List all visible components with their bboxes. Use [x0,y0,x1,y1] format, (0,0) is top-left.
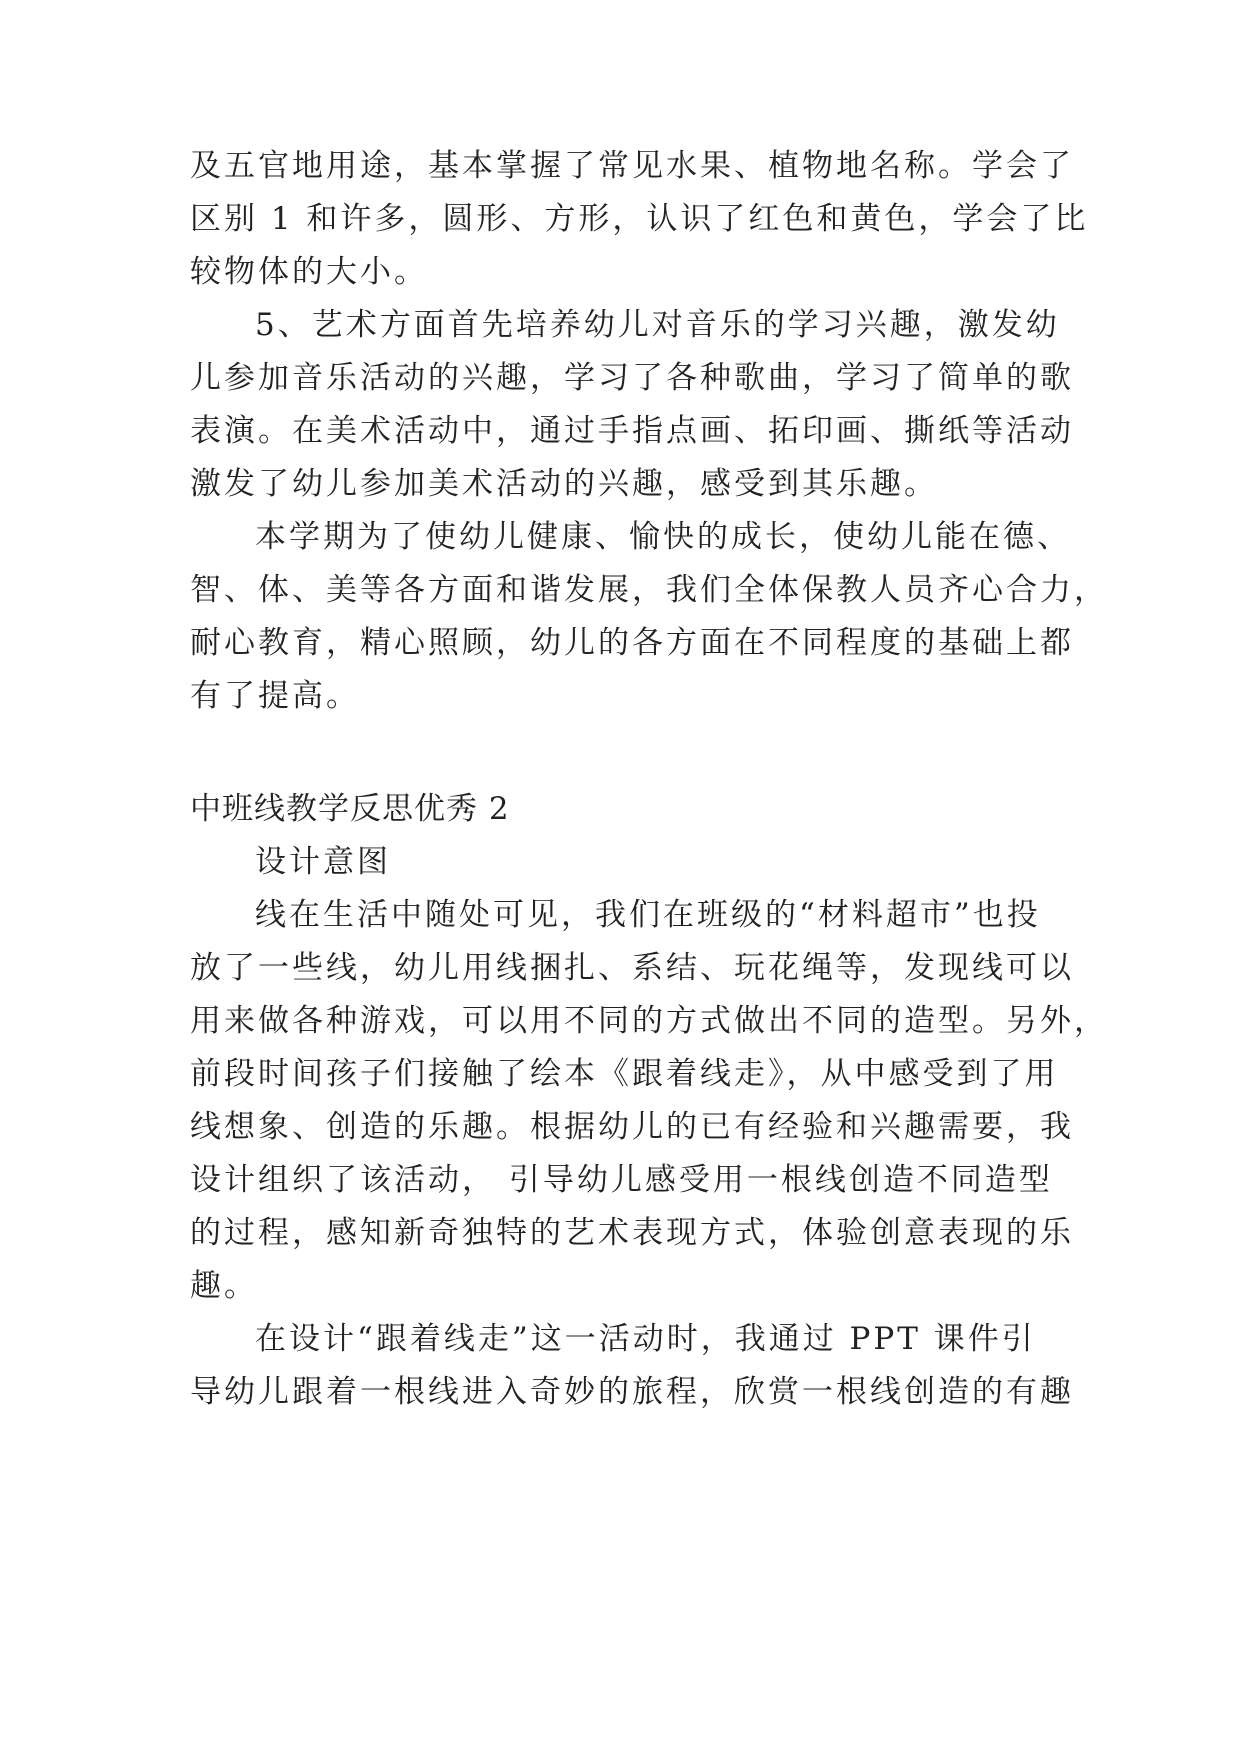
subheading: 设计意图 [255,844,391,880]
body-line: 在设计“跟着线走”这一活动时，我通过 PPT 课件引 [255,1321,1036,1357]
body-line: 趣。 [190,1268,258,1304]
body-line: 的过程，感知新奇独特的艺术表现方式，体验创意表现的乐 [190,1215,1074,1251]
section-title: 中班线教学反思优秀 2 [190,791,510,827]
body-line: 智、体、美等各方面和谐发展，我们全体保教人员齐心合力， [190,572,1108,608]
body-line: 耐心教育，精心照顾，幼儿的各方面在不同程度的基础上都 [190,625,1074,661]
body-line: 区别 1 和许多，圆形、方形，认识了红色和黄色，学会了比 [190,201,1089,237]
body-line: 表演。在美术活动中，通过手指点画、拓印画、撕纸等活动 [190,413,1074,449]
body-line: 有了提高。 [190,678,360,714]
body-line: 本学期为了使幼儿健康、愉快的成长，使幼儿能在德、 [255,519,1071,555]
body-line: 较物体的大小。 [190,254,428,290]
body-line: 放了一些线，幼儿用线捆扎、系结、玩花绳等，发现线可以 [190,950,1074,986]
body-line: 及五官地用途，基本掌握了常见水果、植物地名称。学会了 [190,148,1074,184]
body-line: 激发了幼儿参加美术活动的兴趣，感受到其乐趣。 [190,466,938,502]
body-line: 用来做各种游戏，可以用不同的方式做出不同的造型。另外， [190,1003,1108,1039]
body-line: 儿参加音乐活动的兴趣，学习了各种歌曲，学习了简单的歌 [190,360,1074,396]
body-line: 5、艺术方面首先培养幼儿对音乐的学习兴趣，激发幼 [255,307,1060,343]
body-line: 线在生活中随处可见，我们在班级的“材料超市”也投 [255,897,1041,933]
body-line: 线想象、创造的乐趣。根据幼儿的已有经验和兴趣需要，我 [190,1109,1074,1145]
body-line: 前段时间孩子们接触了绘本《跟着线走》，从中感受到了用 [190,1056,1059,1092]
body-line: 导幼儿跟着一根线进入奇妙的旅程，欣赏一根线创造的有趣 [190,1374,1074,1410]
body-line: 设计组织了该活动， 引导幼儿感受用一根线创造不同造型 [190,1162,1053,1198]
